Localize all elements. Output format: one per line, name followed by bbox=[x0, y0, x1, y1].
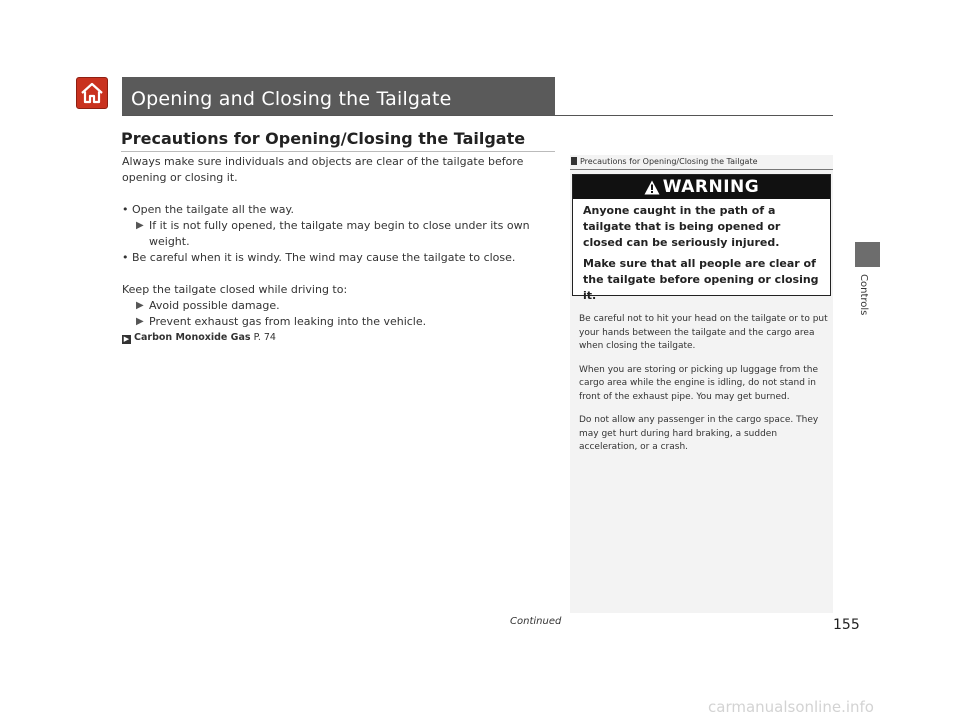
note-paragraph: Be careful not to hit your head on the tailgate or to put your hands between the tailgate and the cargo area when closing the tailgate. bbox=[579, 314, 828, 351]
arrow-icon: ▶ bbox=[136, 300, 144, 311]
heading-divider bbox=[121, 151, 555, 152]
reason-item: ▶ Avoid possible damage. bbox=[136, 299, 280, 312]
chapter-title: Opening and Closing the Tailgate bbox=[131, 88, 452, 110]
main-body bbox=[122, 154, 558, 346]
cross-reference-link[interactable]: ▶ Carbon Monoxide Gas P. 74 bbox=[123, 332, 276, 343]
title-divider bbox=[122, 115, 833, 116]
side-notes bbox=[579, 313, 829, 465]
continued-label: Continued bbox=[510, 616, 562, 627]
intro-paragraph: Always make sure individuals and objects are clear of the tailgate before opening or closing it. bbox=[122, 155, 524, 184]
arrow-icon: ▶ bbox=[136, 220, 144, 231]
note-paragraph: When you are storing or picking up luggage from the cargo area while the engine is idling, do not stand in front of the exhaust pipe. You may get burned. bbox=[579, 364, 819, 402]
side-panel-header: Precautions for Opening/Closing the Tailgate bbox=[570, 155, 833, 170]
warning-box bbox=[572, 174, 831, 302]
side-notes-panel bbox=[570, 155, 833, 613]
section-heading: Precautions for Opening/Closing the Tailgate bbox=[121, 129, 526, 148]
bullet-item: • Be careful when it is windy. The wind may cause the tailgate to close. bbox=[122, 251, 516, 264]
watermark: carmanualsonline.info bbox=[708, 698, 874, 716]
note-paragraph: Do not allow any passenger in the cargo space. They may get hurt during hard braking, a sudden acceleration, or a crash. bbox=[579, 415, 819, 452]
sub-item: ▶ If it is not fully opened, the tailgate may begin to close under its own weight. bbox=[136, 219, 530, 248]
warning-text: Anyone caught in the path of a tailgate that is being opened or closed can be seriously injured. Make sure that all people are clear of the tailgate before opening or closing it. bbox=[583, 204, 819, 302]
reference-arrow-icon: ▶ bbox=[123, 335, 130, 343]
chapter-tab-label: Controls bbox=[858, 274, 869, 316]
chapter-title-bar bbox=[122, 77, 555, 115]
warning-header: WARNING bbox=[573, 175, 830, 199]
page-number: 155 bbox=[833, 617, 860, 633]
warning-icon bbox=[644, 180, 660, 195]
note-marker-icon bbox=[571, 157, 577, 165]
keep-closed-text: Keep the tailgate closed while driving to: bbox=[122, 283, 348, 296]
arrow-icon: ▶ bbox=[136, 316, 144, 327]
chapter-tab[interactable] bbox=[855, 242, 880, 267]
reason-item: ▶ Prevent exhaust gas from leaking into the vehicle. bbox=[136, 315, 427, 328]
home-icon[interactable] bbox=[76, 77, 108, 109]
bullet-item: • Open the tailgate all the way. bbox=[122, 203, 294, 216]
